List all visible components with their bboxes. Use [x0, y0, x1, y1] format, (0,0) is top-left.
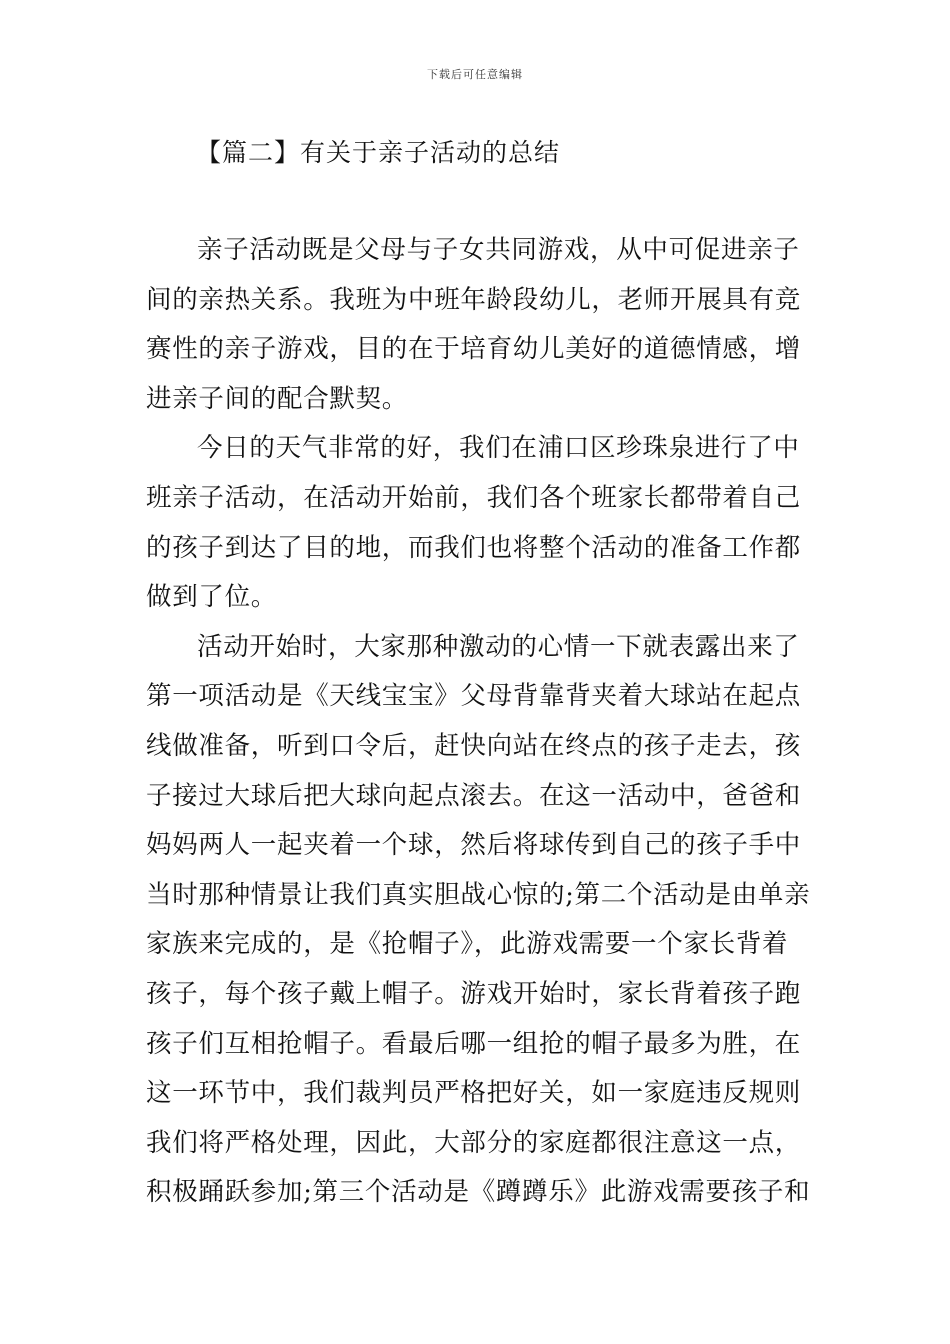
text-line: 赛性的亲子游戏，目的在于培育幼儿美好的道德情感，增	[146, 334, 802, 365]
text-line: 孩子，每个孩子戴上帽子。游戏开始时，家长背着孩子跑	[146, 978, 802, 1009]
paragraph	[146, 424, 816, 622]
text-line: 进亲子间的配合默契。	[146, 383, 409, 414]
text-line: 我们将严格处理，因此，大部分的家庭都很注意这一点，	[146, 1127, 802, 1158]
text-line: 班亲子活动，在活动开始前，我们各个班家长都带着自己	[146, 482, 802, 513]
text-line: 当时那种情景让我们真实胆战心惊的;第二个活动是由单亲	[146, 879, 811, 910]
document-body	[146, 226, 816, 1218]
text-line: 孩子们互相抢帽子。看最后哪一组抢的帽子最多为胜，在	[146, 1028, 802, 1059]
paragraph	[146, 226, 816, 424]
header-note: 下载后可任意编辑	[427, 68, 523, 81]
text-line: 的孩子到达了目的地，而我们也将整个活动的准备工作都	[146, 532, 802, 563]
text-line: 今日的天气非常的好，我们在浦口区珍珠泉进行了中	[197, 433, 800, 464]
text-line: 间的亲热关系。我班为中班年龄段幼儿，老师开展具有竞	[146, 284, 802, 315]
paragraph	[146, 623, 816, 1218]
text-line: 线做准备，听到口令后，赶快向站在终点的孩子走去，孩	[146, 730, 802, 761]
text-line: 这一环节中，我们裁判员严格把好关，如一家庭违反规则	[146, 1078, 802, 1109]
text-line: 家族来完成的，是《抢帽子》，此游戏需要一个家长背着	[146, 929, 789, 960]
document-title: 【篇二】有关于亲子活动的总结	[196, 138, 561, 167]
text-line: 妈妈两人一起夹着一个球，然后将球传到自己的孩子手中	[146, 830, 802, 861]
text-line: 活动开始时，大家那种激动的心情一下就表露出来了	[197, 631, 800, 662]
text-line: 做到了位。	[146, 582, 278, 613]
text-line: 积极踊跃参加;第三个活动是《蹲蹲乐》此游戏需要孩子和	[146, 1177, 811, 1208]
text-line: 子接过大球后把大球向起点滚去。在这一活动中，爸爸和	[146, 780, 802, 811]
text-line: 亲子活动既是父母与子女共同游戏，从中可促进亲子	[197, 235, 800, 265]
text-line: 第一项活动是《天线宝宝》父母背靠背夹着大球站在起点	[146, 681, 802, 712]
